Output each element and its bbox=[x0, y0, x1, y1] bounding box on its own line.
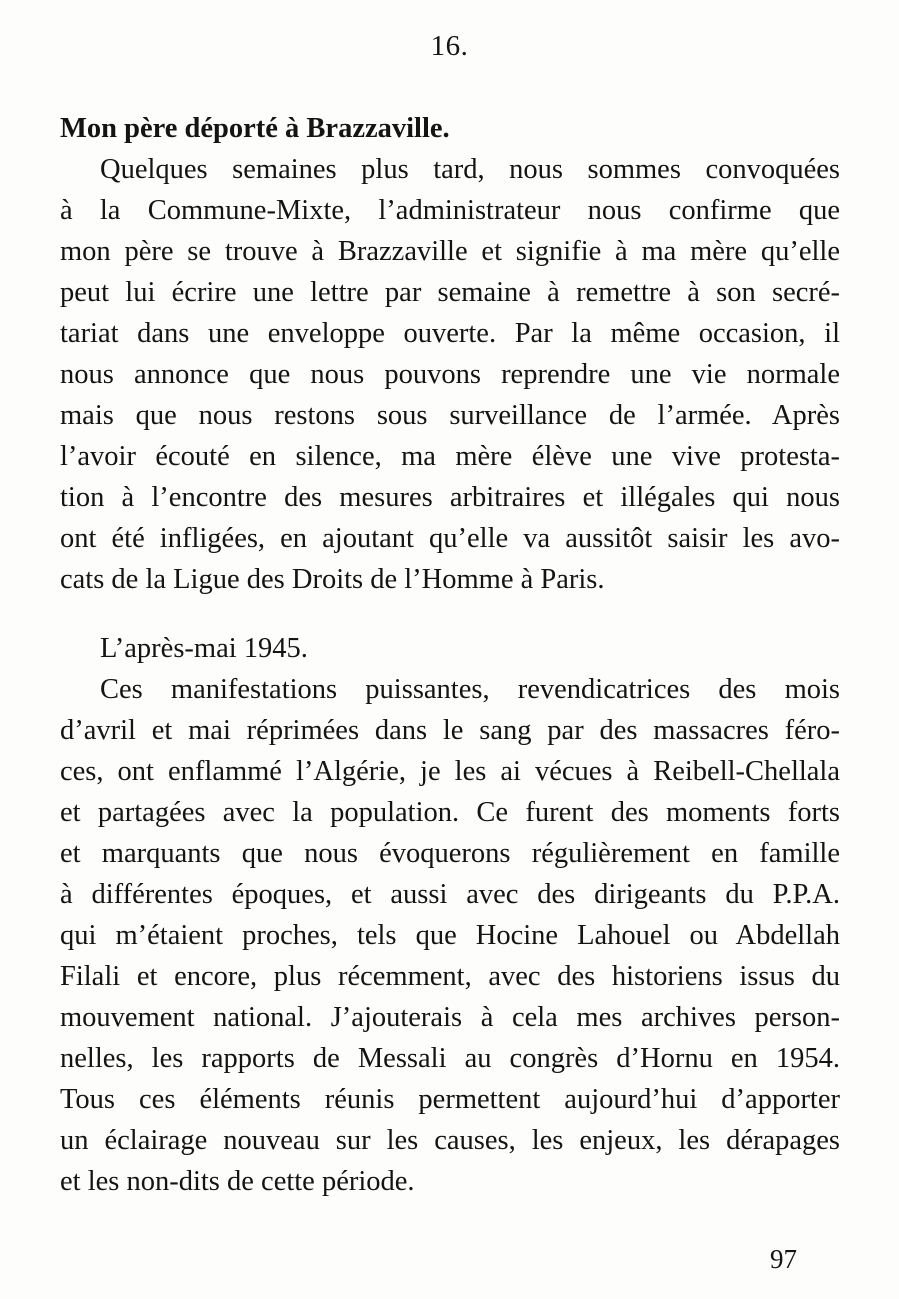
paragraph-line: Quelques semaines plus tard, nous sommes convoquées bbox=[100, 154, 840, 185]
paragraph-line: Tous ces éléments réunis permettent aujourd’hui d’apporter bbox=[60, 1084, 840, 1115]
paragraph-line: et partagées avec la population. Ce furent des moments forts bbox=[60, 797, 840, 828]
paragraph-line: et les non-dits de cette période. bbox=[60, 1166, 415, 1197]
paragraph-line: qui m’étaient proches, tels que Hocine Lahouel ou Abdellah bbox=[60, 920, 840, 951]
paragraph-line: nelles, les rapports de Messali au congrès d’Hornu en 1954. bbox=[60, 1043, 840, 1074]
page-number: 97 bbox=[770, 1244, 797, 1274]
paragraph-line: peut lui écrire une lettre par semaine à remettre à son secré- bbox=[60, 277, 840, 308]
paragraph-line: un éclairage nouveau sur les causes, les enjeux, les dérapages bbox=[60, 1125, 840, 1156]
paragraph-line: mais que nous restons sous surveillance de l’armée. Après bbox=[60, 400, 840, 431]
section-deportation bbox=[60, 108, 840, 600]
subheading: L’après-mai 1945. bbox=[100, 633, 308, 664]
paragraph-line: et marquants que nous évoquerons régulièrement en famille bbox=[60, 838, 840, 869]
paragraph-line: mouvement national. J’ajouterais à cela mes archives person- bbox=[60, 1002, 840, 1033]
section-after-may-1945 bbox=[60, 628, 840, 1202]
paragraph-line: Ces manifestations puissantes, revendicatrices des mois bbox=[100, 674, 840, 705]
paragraph-line: cats de la Ligue des Droits de l’Homme à Paris. bbox=[60, 564, 605, 595]
section-title: Mon père déporté à Brazzaville. bbox=[60, 113, 450, 144]
paragraph-line: tion à l’encontre des mesures arbitraires et illégales qui nous bbox=[60, 482, 840, 513]
paragraph-line: mon père se trouve à Brazzaville et signifie à ma mère qu’elle bbox=[60, 236, 840, 267]
paragraph-line: d’avril et mai réprimées dans le sang par des massacres féro- bbox=[60, 715, 840, 746]
paragraph-line: nous annonce que nous pouvons reprendre une vie normale bbox=[60, 359, 840, 390]
chapter-number: 16. bbox=[430, 30, 469, 62]
paragraph-line: tariat dans une enveloppe ouverte. Par la même occasion, il bbox=[60, 318, 840, 349]
paragraph-line: à la Commune-Mixte, l’administrateur nous confirme que bbox=[60, 195, 840, 226]
paragraph-line: ont été infligées, en ajoutant qu’elle va aussitôt saisir les avo- bbox=[60, 523, 840, 554]
paragraph-line: à différentes époques, et aussi avec des dirigeants du P.P.A. bbox=[60, 879, 840, 910]
paragraph-line: ces, ont enflammé l’Algérie, je les ai vécues à Reibell-Chellala bbox=[60, 756, 840, 787]
paragraph-line: l’avoir écouté en silence, ma mère élève une vive protesta- bbox=[60, 441, 840, 472]
paragraph-line: Filali et encore, plus récemment, avec des historiens issus du bbox=[60, 961, 840, 992]
